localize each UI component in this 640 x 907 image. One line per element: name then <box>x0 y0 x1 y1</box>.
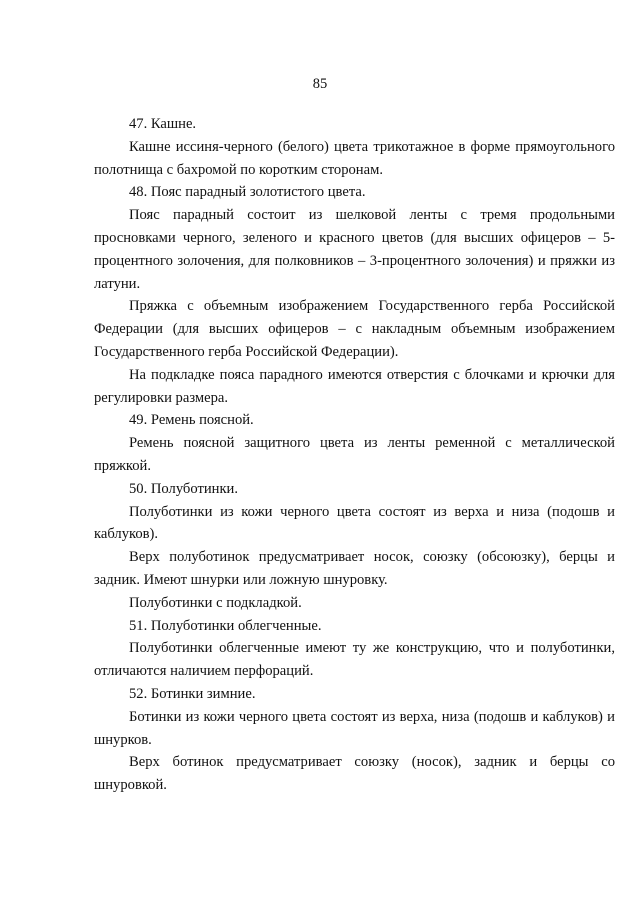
paragraph-waist-belt: Ремень поясной защитного цвета из ленты ременной с металлической пряжкой. <box>94 435 615 474</box>
paragraph-belt-composition: Пояс парадный состоит из шелковой ленты с тремя продольными просновками черного, зеленого и красного цветов (для высших офицеров – 5-процентного золочения, для полковников – 3-процентного золочения) и пряжки из латуни. <box>94 207 615 292</box>
section-heading-47: 47. Кашне. <box>129 116 197 132</box>
paragraph-low-shoes-material: Полуботинки из кожи черного цвета состоят из верха и низа (подошв и каблуков). <box>94 503 615 543</box>
paragraph-low-shoes-lining: Полуботинки с подкладкой. <box>129 594 302 611</box>
paragraph-low-shoes-upper: Верх полуботинок предусматривает носок, союзку (обсоюзку), берцы и задник. Имеют шнурки или ложную шнуровку. <box>94 549 615 588</box>
paragraph-scarf-description: Кашне иссиня-черного (белого) цвета трикотажное в форме прямоугольного полотнища с бахромой по коротким сторонам. <box>94 138 615 178</box>
section-heading-48: 48. Пояс парадный золотистого цвета. <box>129 184 366 201</box>
document-body <box>94 113 615 797</box>
paragraph-buckle-description: Пряжка с объемным изображением Государственного герба Российской Федерации (для высших офицеров – с накладным объемным изображением Государственного герба Российской Федерации). <box>94 298 615 360</box>
section-heading-49: 49. Ремень поясной. <box>129 412 254 429</box>
section-heading-50: 50. Полуботинки. <box>129 480 238 497</box>
section-heading-51: 51. Полуботинки облегченные. <box>129 617 322 634</box>
page-number: 85 <box>312 76 328 92</box>
paragraph-winter-boots-material: Ботинки из кожи черного цвета состоят из верха, низа (подошв и каблуков) и шнурков. <box>94 708 615 748</box>
paragraph-winter-boots-upper: Верх ботинок предусматривает союзку (носок), задник и берцы со шнуровкой. <box>94 754 615 794</box>
paragraph-lightweight-shoes: Полуботинки облегченные имеют ту же конструкцию, что и полуботинки, отличаются наличием перфораций. <box>94 640 615 680</box>
section-heading-52: 52. Ботинки зимние. <box>129 685 256 702</box>
paragraph-belt-lining: На подкладке пояса парадного имеются отверстия с блочками и крючки для регулировки размера. <box>94 366 615 406</box>
